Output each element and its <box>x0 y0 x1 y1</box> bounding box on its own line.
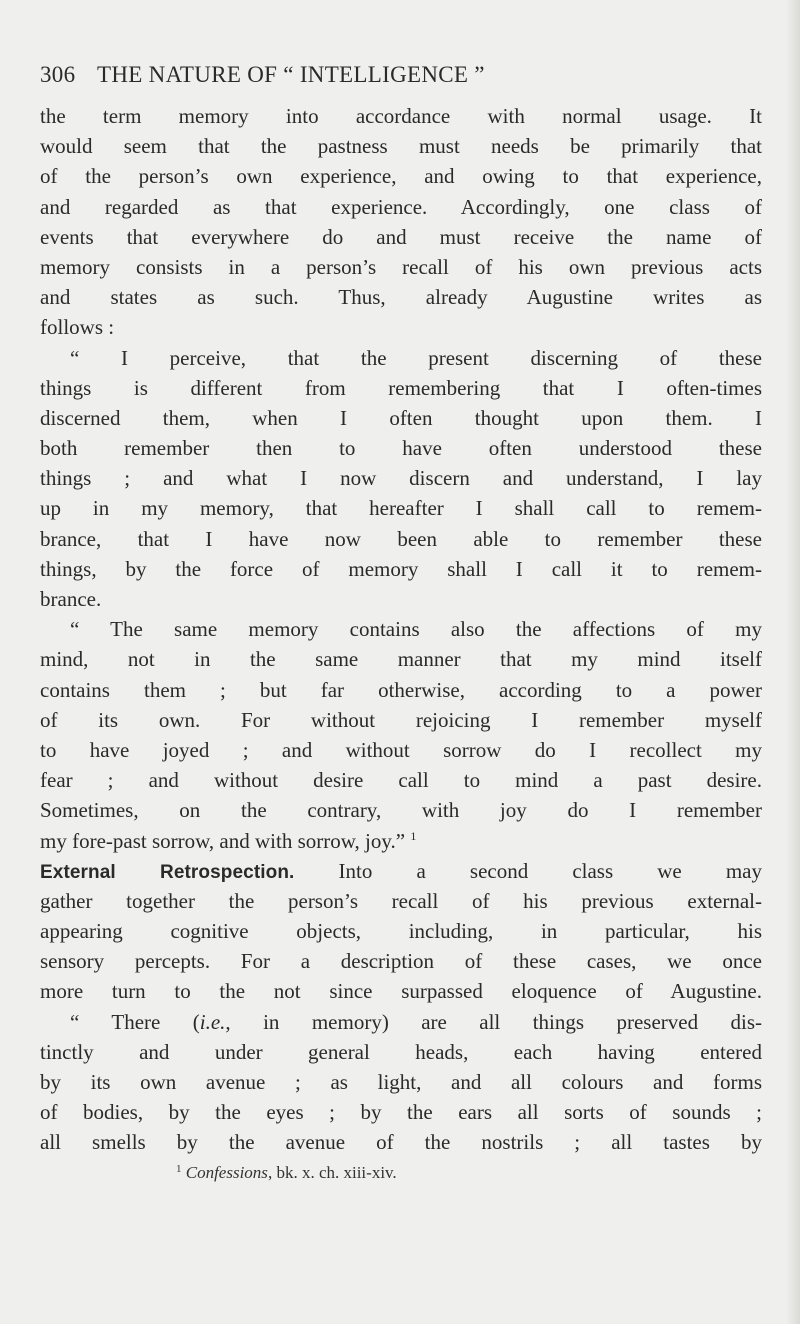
text-line: sensory percepts. For a description of these cases, we once <box>40 949 762 974</box>
abbreviation-ie: i.e. <box>199 1009 226 1034</box>
quote-line: of bodies, by the eyes ; by the ears all sorts of sounds ; <box>40 1100 762 1125</box>
quote-line: brance. <box>40 587 102 611</box>
running-head <box>40 54 762 94</box>
quote-line: things, by the force of memory shall I call it to remem- <box>40 556 762 581</box>
text-line: memory consists in a person’s recall of his own previous acts <box>40 254 762 279</box>
text-line <box>40 856 762 886</box>
quote-line: both remember then to have often understood these <box>40 436 762 461</box>
text-line: events that everywhere do and must receive the name of <box>40 224 762 249</box>
text-line: the term memory into accordance with normal usage. It <box>40 104 762 128</box>
text-line: appearing cognitive objects, including, in particular, his <box>40 919 762 944</box>
quote-text: , in memory) are all things preserved dis- <box>225 1009 762 1034</box>
text-line: and states as such. Thus, already Augustine writes as <box>40 285 762 310</box>
text-line: and regarded as that experience. Accordingly, one class of <box>40 194 762 219</box>
quote-line: all smells by the avenue of the nostrils ; all tastes by <box>40 1130 762 1155</box>
quote-text: “ There ( <box>70 1009 200 1034</box>
section-side-heading: External Retrospection. <box>40 861 295 883</box>
quote-line: things is different from remembering that I often-times <box>40 375 762 400</box>
quote-line: “ The same memory contains also the affections of my <box>70 617 762 642</box>
footnote-reference: 1 <box>410 828 417 843</box>
quote-line-text: my fore-past sorrow, and with sorrow, joy.” <box>40 828 406 853</box>
footnote <box>40 1160 762 1186</box>
quote-line: fear ; and without desire call to mind a past desire. <box>40 768 762 793</box>
running-title: THE NATURE OF “ INTELLIGENCE ” <box>97 62 485 87</box>
page-edge-shadow <box>786 0 800 1324</box>
footnote-citation: , bk. x. ch. xiii-xiv. <box>267 1162 397 1182</box>
footnote-work-title: Confessions <box>185 1162 268 1182</box>
quote-line: of its own. For without rejoicing I remember myself <box>40 707 762 732</box>
quote-line: things ; and what I now discern and understand, I lay <box>40 466 762 491</box>
quote-line: “ I perceive, that the present discerning of these <box>70 345 762 370</box>
quote-line: mind, not in the same manner that my mind itself <box>40 647 762 672</box>
quote-line <box>40 1007 762 1037</box>
quote-line: Sometimes, on the contrary, with joy do I remember <box>40 798 762 823</box>
book-page <box>40 54 762 1186</box>
quote-line: brance, that I have now been able to remember these <box>40 526 762 551</box>
quote-line: contains them ; but far otherwise, according to a power <box>40 677 762 702</box>
quote-line: discerned them, when I often thought upon them. I <box>40 405 762 430</box>
quote-line: tinctly and under general heads, each having entered <box>40 1039 762 1064</box>
quote-line: by its own avenue ; as light, and all colours and forms <box>40 1070 762 1094</box>
text-line: gather together the person’s recall of his previous external- <box>40 888 762 913</box>
text-line: more turn to the not since surpassed eloquence of Augustine. <box>40 979 762 1004</box>
text-line: would seem that the pastness must needs be primarily that <box>40 134 762 159</box>
text-line: of the person’s own experience, and owing to that experience, <box>40 164 762 189</box>
page-number: 306 <box>40 62 76 87</box>
quote-line: up in my memory, that hereafter I shall call to remem- <box>40 496 762 521</box>
body-text <box>40 101 762 1158</box>
footnote-marker: 1 <box>176 1162 182 1175</box>
text-line: follows : <box>40 315 115 340</box>
quote-line: to have joyed ; and without sorrow do I recollect my <box>40 737 762 762</box>
text-line-continuation: Into a second class we may <box>338 858 762 883</box>
quote-line <box>40 826 762 856</box>
